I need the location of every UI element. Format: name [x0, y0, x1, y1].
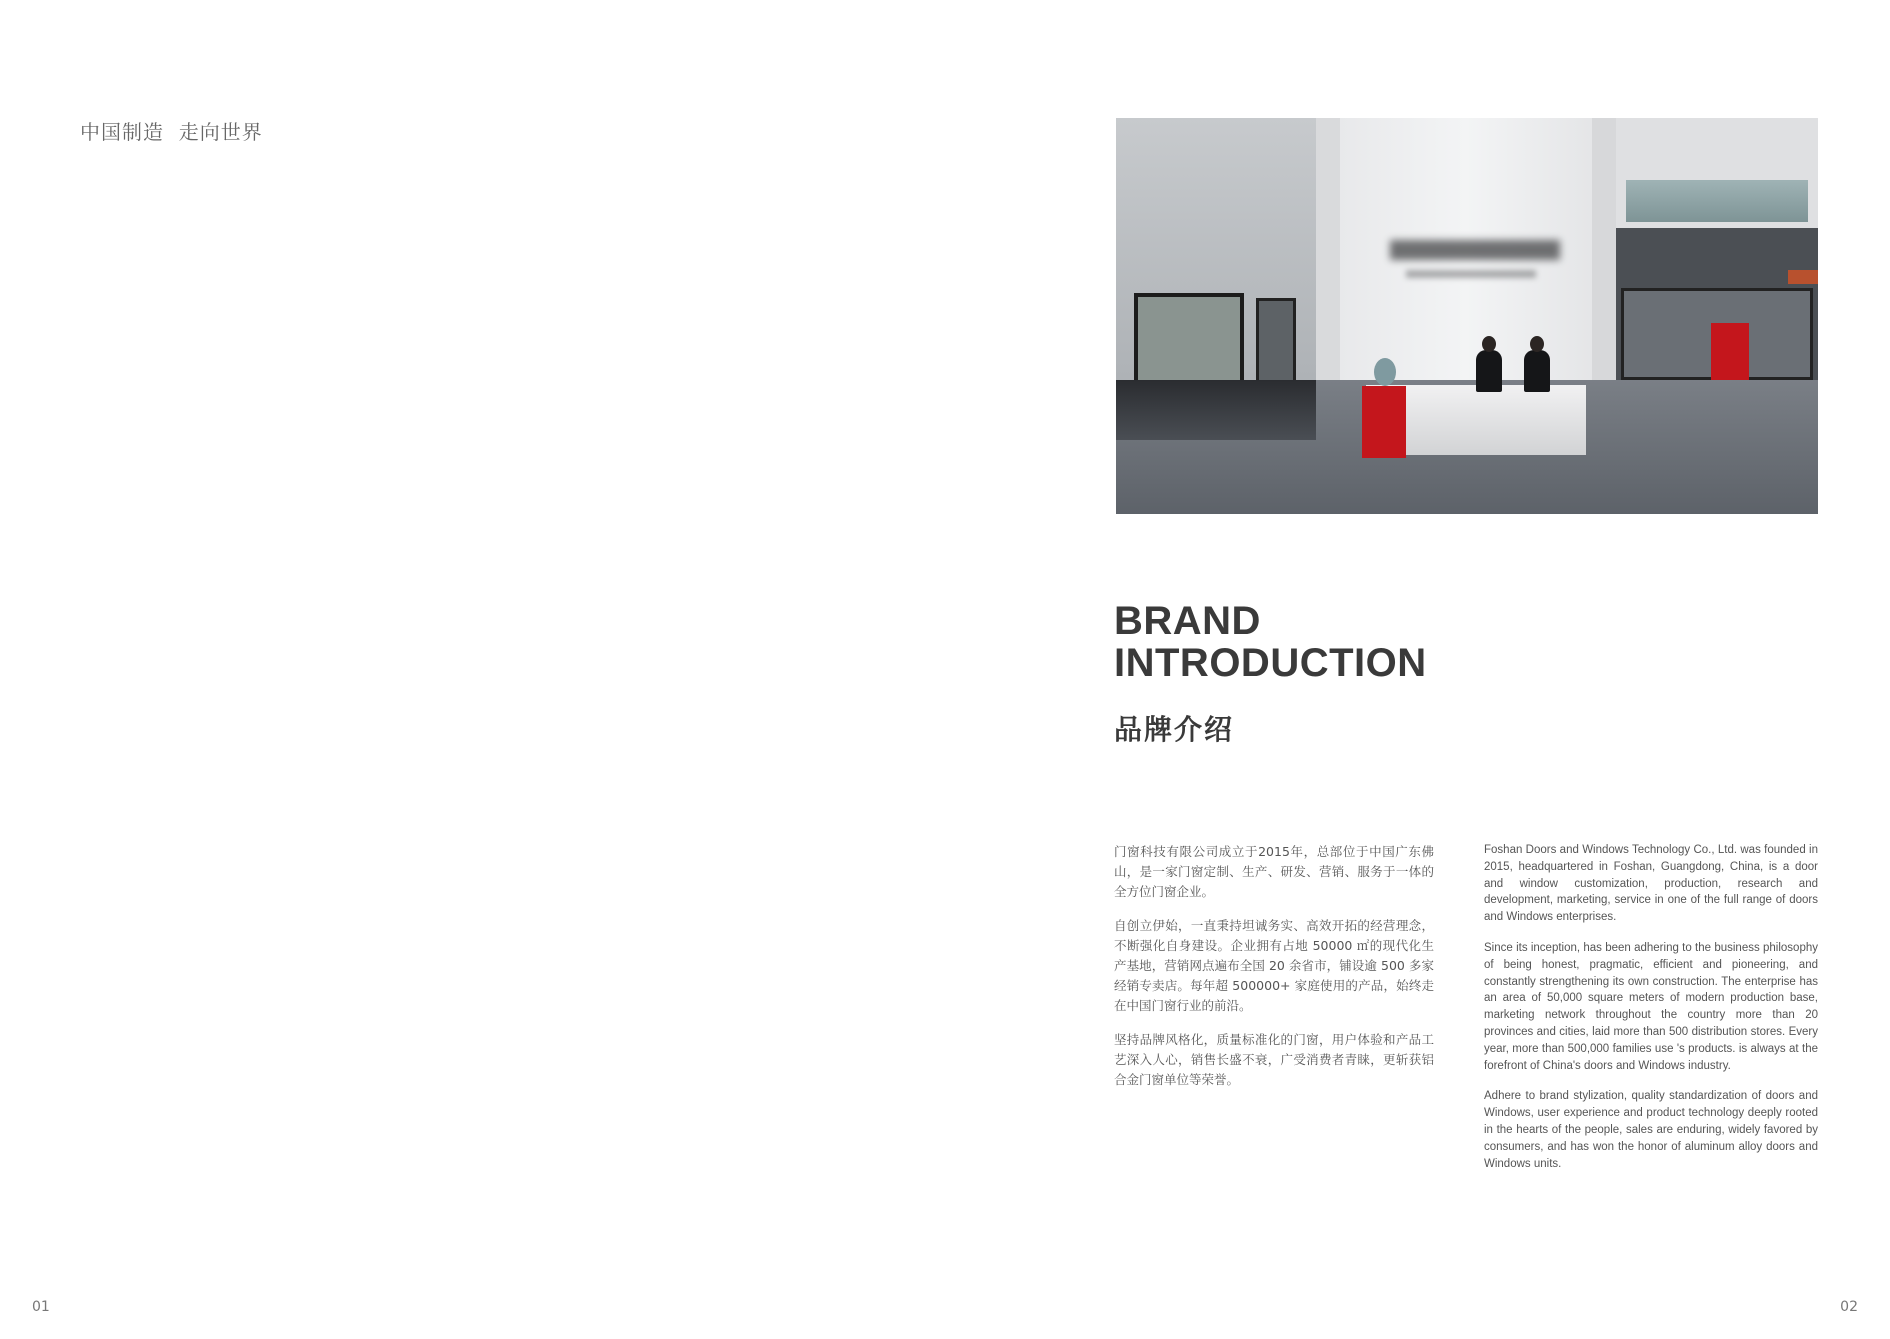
slogan: 中国制造 走向世界: [80, 120, 263, 144]
body-english-paragraph: Adhere to brand stylization, quality standardization of doors and Windows, user experience and product technology deeply rooted in the hearts of the people, sales are enduring, widely favored by consumers, and has won the honor of aluminum alloy doors and Windows units.: [1484, 1090, 1818, 1170]
body-english-paragraph: Since its inception, has been adhering to the business philosophy of being honest, pragmatic, efficient and pioneering, and constantly strengthening its own construction. The enterprise has an area of 50,000 square meters of modern production base, marketing network throughout the country more than 20 provinces and cities, laid more than 500 distribution stores. Every year, more than 500,000 families use 's products. is always at the forefront of China's doors and Windows industry.: [1484, 941, 1818, 1072]
title-english-line1: BRAND: [1114, 599, 1261, 643]
page-number-right: 02: [1840, 1299, 1858, 1315]
page-number-left: 01: [32, 1299, 50, 1315]
body-chinese-paragraph: 门窗科技有限公司成立于2015年，总部位于中国广东佛山，是一家门窗定制、生产、研发、营销、服务于一体的全方位门窗企业。: [1114, 844, 1434, 899]
body-chinese-paragraph: 坚持品牌风格化，质量标准化的门窗，用户体验和产品工艺深入人心，销售长盛不衰，广受消费者青睐，更斩获铝合金门窗单位等荣誉。: [1114, 1032, 1434, 1087]
body-english-paragraph: Foshan Doors and Windows Technology Co., Ltd. was founded in 2015, headquartered in Foshan, Guangdong, China, is a door and window customization, production, research and development, marketing, service in one of the full range of doors and Windows enterprises.: [1484, 844, 1818, 924]
body-chinese: [1114, 842, 1434, 1104]
body-english: [1484, 842, 1818, 1186]
title-english: [1114, 600, 1427, 684]
title-english-line2: INTRODUCTION: [1114, 641, 1427, 685]
title-chinese: 品牌介绍: [1114, 713, 1235, 746]
body-chinese-paragraph: 自创立伊始，一直秉持坦诚务实、高效开拓的经营理念，不断强化自身建设。企业拥有占地 50000 ㎡的现代化生产基地，营销网点遍布全国 20 余省市，铺设逾 500 多家经销专卖店。每年超 500000+ 家庭使用的产品，始终走在中国门窗行业的前沿。: [1114, 918, 1434, 1013]
reception-lobby-photo: [1116, 118, 1818, 514]
